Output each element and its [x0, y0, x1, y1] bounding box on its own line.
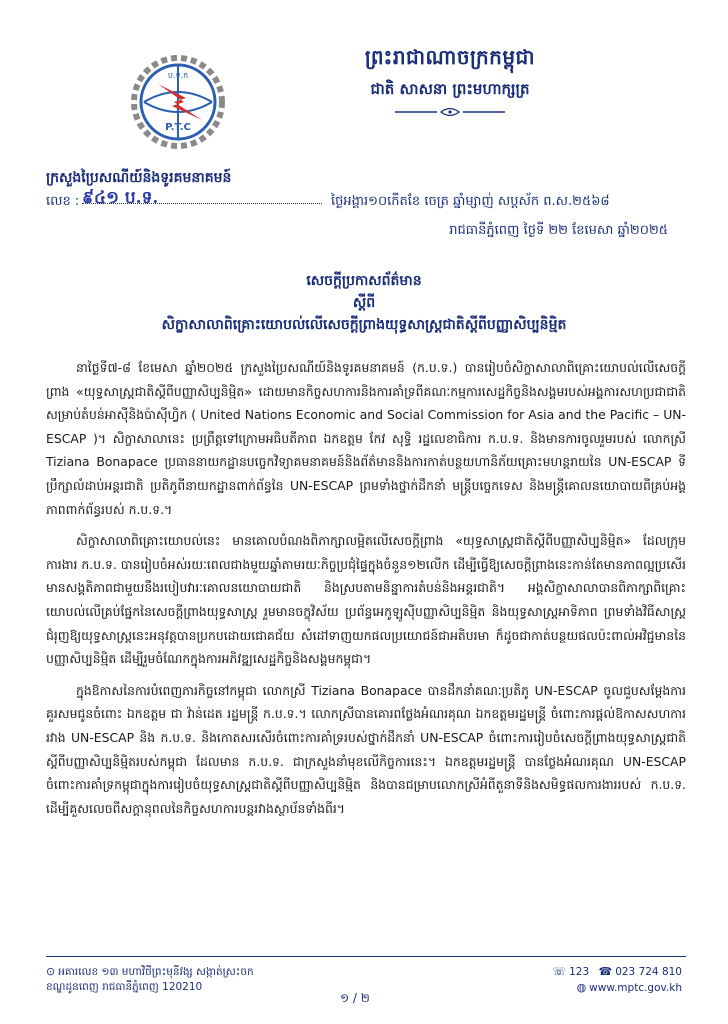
phone-number: 023 724 810 — [615, 966, 682, 978]
paragraph-2: សិក្ខាសាលាពិគ្រោះយោបល់នេះ មានគោលបំណងពិភាក្សាលម្អិតលើសេចក្តីព្រាង «យុទ្ធសាស្រ្តជាតិស្តីពីបញ្ញាសិប្បនិម្មិត» ដែលក្រុមការងារ ក.ប.ទ. បានរៀបចំអស់រយៈពេលជាងមួយឆ្នាំតាមរយៈកិច្ចប្រជុំផ្ទៃក្នុងចំនួន១២លើក ដើម្បីធ្វើឱ្យសេចក្តីព្រាងនេះកាន់តែមានភាពល្អប្រសើរ មានសង្គតិភាពជាមួយនឹងរបៀបវារៈគោលនយោបាយជាតិ និងស្របតាមនិន្នាការតំបន់និងអន្តរជាតិ។ អង្គសិក្ខាសាលាបានពិភាក្សាពិគ្រោះយោបល់លើគ្រប់ផ្នែកនៃសេចក្តីព្រាងយុទ្ធសាស្រ្ត រួមមានចក្ខុវិស័យ ប្រព័ន្ធអេកូឡូស៊ីបញ្ញាសិប្បនិម្មិត និងយុទ្ធសាស្រ្តអាទិភាព ព្រមទាំងវិធីសាស្រ្តជំរុញឱ្យយុទ្ធសាស្រ្តនេះអនុវត្តបានប្រកបដោយជោគជ័យ សំដៅទាញយកផលប្រយោជន៍ជាអតិបរមា ក៏ដូចជាកាត់បន្ថយផលប៉ះពាល់អវិជ្ជមាននៃបញ្ញាសិប្បនិម្មិត ដើម្បីរួមចំណែកក្នុងការអភិវឌ្ឍសេដ្ឋកិច្ចនិងសង្គមកម្ពុជា។ — [46, 533, 686, 667]
footer-divider — [46, 956, 686, 957]
reference-number: ៩៤១ ប.ទ. — [82, 188, 159, 208]
telephone-icon: ☎ — [598, 965, 613, 978]
logo-top-text: ប.ទ.ក — [167, 71, 189, 80]
globe-icon: ◍ — [576, 981, 587, 994]
website-url: www.mptc.gov.kh — [589, 982, 682, 994]
logo-bottom-text: P.T.C — [165, 122, 191, 133]
title-press-release: សេចក្តីប្រកាសព័ត៌មាន — [306, 273, 422, 289]
address-line-1: អគារលេខ ១៣ មហាវិថីព្រះមុនីវង្ស សង្កាត់ស្រះចក — [58, 966, 254, 978]
kingdom-title: ព្រះរាជាណាចក្រកម្ពុជា — [364, 45, 536, 69]
document-body — [46, 356, 686, 828]
title-about: ស្តីពី — [352, 295, 376, 311]
page-number: ១ / ២ — [340, 991, 370, 1005]
lunar-date: ថ្ងៃអង្គារ១០កើតខែ ចេត្រ ឆ្នាំម្សាញ់ សប្តស័ក ព.ស.២៥៦៨ — [331, 194, 610, 209]
reference-dotted-line — [82, 203, 322, 204]
address-line-2: ខណ្ឌដូនពេញ រាជធានីភ្នំពេញ 120210 — [46, 981, 203, 993]
phone-short: 123 — [569, 966, 590, 978]
ministry-name: ក្រសួងប្រៃសណីយ៍និងទូរគមនាគមន៍ — [46, 170, 232, 186]
footer-contact — [552, 964, 682, 996]
solar-date: រាជធានីភ្នំពេញ ថ្ងៃទី ២២ ខែមេសា ឆ្នាំ២០២៥ — [449, 223, 668, 238]
reference-line — [46, 188, 686, 212]
national-motto: ជាតិ សាសនា ព្រះមហាក្សត្រ — [370, 80, 530, 98]
ministry-logo-icon — [128, 44, 228, 164]
letterhead — [240, 44, 660, 121]
title-subject: សិក្ខាសាលាពិគ្រោះយោបល់លើសេចក្តីព្រាងយុទ្ធសាស្រ្តជាតិស្តីពីបញ្ញាសិប្បនិម្មិត — [161, 317, 567, 333]
paragraph-1: នាថ្ងៃទី៧-៨ ខែមេសា ឆ្នាំ២០២៥ ក្រសួងប្រៃសណីយ៍និងទូរគមនាគមន៍ (ក.ប.ទ.) បានរៀបចំសិក្ខាសាលាពិគ្រោះយោបល់លើសេចក្តីព្រាង «យុទ្ធសាស្រ្តជាតិស្តីពីបញ្ញាសិប្បនិម្មិត» ដោយមានកិច្ចសហការនិងការគាំទ្រពីគណៈកម្មការសេដ្ឋកិច្ចនិងសង្គមរបស់អង្គការសហប្រជាជាតិសម្រាប់តំបន់អាស៊ីនិងប៉ាស៊ីហ្វិក ( United Nations Economic and Social Commission for Asia and the Pacific – UN-ESCAP )។ សិក្ខាសាលានេះ ប្រព្រឹត្តទៅក្រោមអធិបតីភាព ឯកឧត្តម កែវ សុទ្ធិ រដ្ឋលេខាធិការ ក.ប.ទ. និងមានការចូលរួមរបស់ លោកស្រី Tiziana Bonapace ប្រធាននាយកដ្ឋានបច្ចេកវិទ្យាគមនាគមន៍និងព័ត៌មាននិងការកាត់បន្ថយហានិភ័យគ្រោះមហន្តរាយនៃ UN-ESCAP ទីប្រឹក្សាលំដាប់អន្តរជាតិ ប្រតិភូពីនាយកដ្ឋានពាក់ព័ន្ធនៃ UN-ESCAP ព្រមទាំងថ្នាក់ដឹកនាំ មន្ត្រីបច្ចេកទេស និងមន្ត្រីគោលនយោបាយពីគ្រប់អង្គភាពពាក់ព័ន្ធរបស់ ក.ប.ទ.។ — [46, 360, 686, 517]
paragraph-3: ក្នុងឱកាសនៃការបំពេញភារកិច្ចនៅកម្ពុជា លោកស្រី Tiziana Bonapace បានដឹកនាំគណៈប្រតិភូ UN-ESCAP ចូលជួបសម្តែងការគួរសមជូនចំពោះ ឯកឧត្តម ជា វ៉ាន់ដេត រដ្ឋមន្ត្រី ក.ប.ទ.។ លោកស្រីបានគោរពថ្លែងអំណរគុណ ឯកឧត្តមរដ្ឋមន្ត្រី ចំពោះការផ្តល់ឱកាសសហការរវាង UN-ESCAP និង ក.ប.ទ. និងកោតសរសើរចំពោះការគាំទ្ររបស់ថ្នាក់ដឹកនាំ UN-ESCAP ចំពោះការរៀបចំសេចក្តីព្រាងយុទ្ធសាស្រ្តជាតិស្តីពីបញ្ញាសិប្បនិម្មិតរបស់កម្ពុជា ដែលមាន ក.ប.ទ. ជាក្រសួងនាំមុខលើកិច្ចការនេះ។ ឯកឧត្តមរដ្ឋមន្ត្រី បានថ្លែងអំណរគុណ UN-ESCAP ចំពោះការគាំទ្រកម្ពុជាក្នុងការរៀបចំយុទ្ធសាស្រ្តជាតិស្តីពីបញ្ញាសិប្បនិម្មិត និងបានជម្រាបលោកស្រីអំពីតួនាទីនិងសមិទ្ធផលការងាររបស់ ក.ប.ទ. ដើម្បីគួសលេចពីសក្តានុពលនៃកិច្ចសហការបន្តរវាងស្ថាប័នទាំងពីរ។ — [46, 682, 686, 816]
footer-address — [46, 964, 254, 995]
reference-label: លេខ : — [46, 194, 80, 209]
ornament-divider-icon — [395, 107, 505, 117]
document-titles — [40, 270, 688, 336]
phone-icon: ☏ — [552, 965, 567, 978]
location-pin-icon: ⊙ — [46, 965, 56, 978]
